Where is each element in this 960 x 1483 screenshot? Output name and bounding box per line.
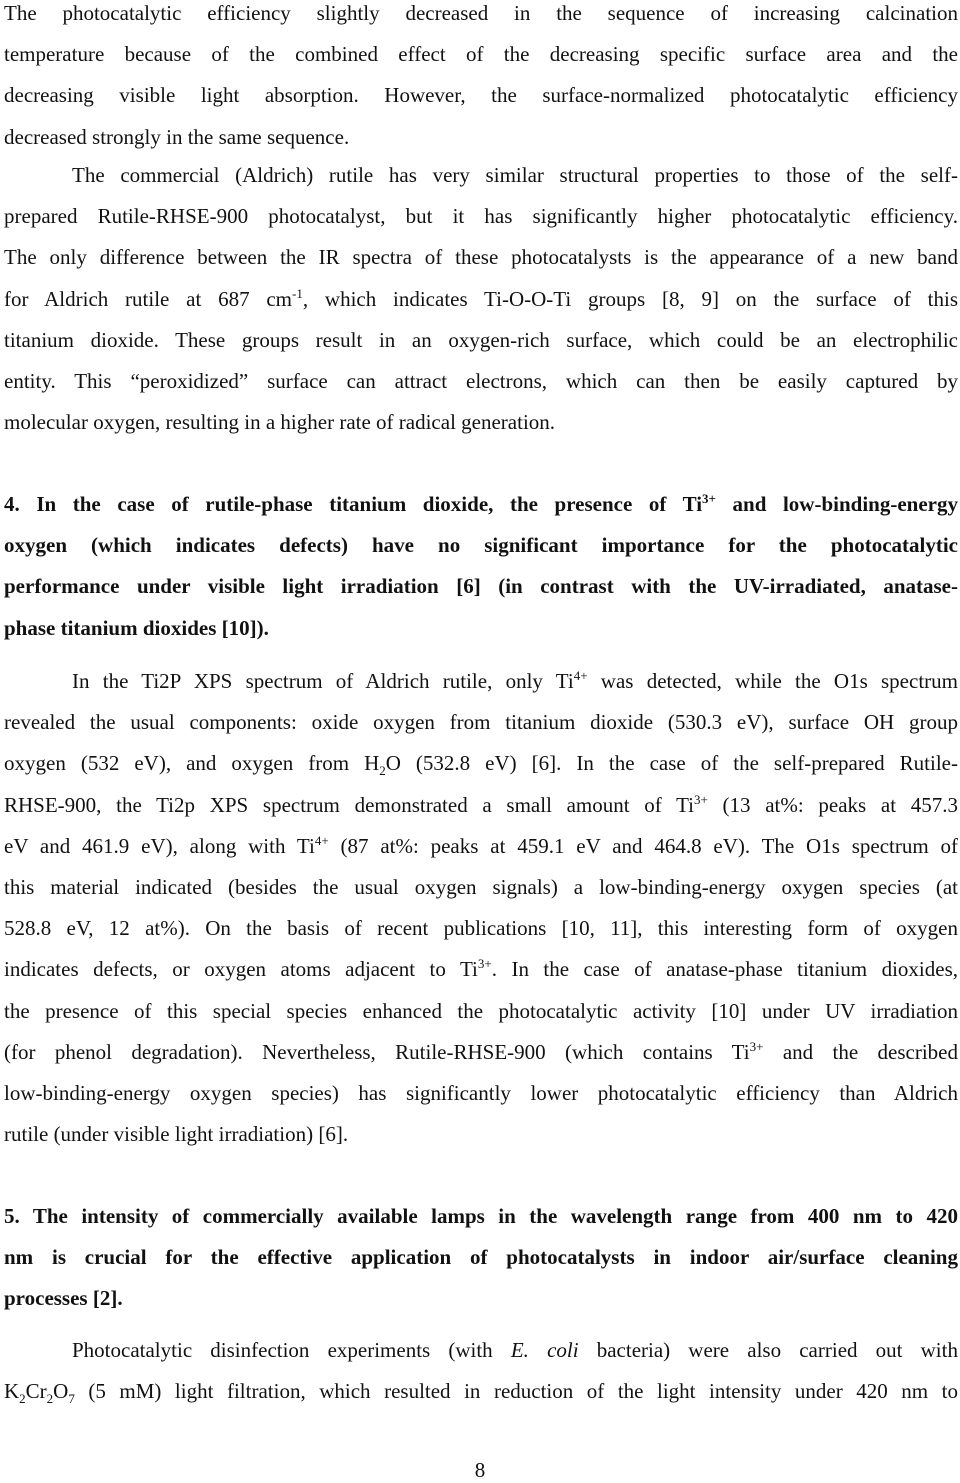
text-line: oxygen (which indicates defects) have no significant importance for the photocatalytic — [4, 533, 958, 558]
text-line: indicates defects, or oxygen atoms adjacent to $Ti^{3+}$. In the case of anatase-phase titanium dioxides, — [4, 956, 958, 982]
paragraph-1 — [4, 0, 958, 158]
text-line: (for phenol degradation). Nevertheless, Rutile-RHSE-900 (which contains $Ti^{3+}$ and the described — [4, 1038, 958, 1064]
section-4-statement — [4, 484, 958, 649]
text-line: this material indicated (besides the usual oxygen signals) a low-binding-energy oxygen species (at — [4, 875, 958, 900]
text-line: prepared Rutile-RHSE-900 photocatalyst, but it has significantly higher photocatalytic efficiency. — [4, 204, 958, 229]
paragraph-4 — [4, 1330, 958, 1412]
text-line: performance under visible light irradiation [6] (in contrast with the UV-irradiated, anatase- — [4, 574, 958, 599]
text-line: decreased strongly in the same sequence. — [4, 124, 350, 149]
text-line: In the Ti2P XPS spectrum of Aldrich rutile, only $Ti^{4+}$ was detected, while the O1s spectrum — [72, 668, 958, 693]
text-line: The commercial (Aldrich) rutile has very similar structural properties to those of the self- — [72, 163, 958, 187]
page-number: 8 — [474, 1458, 486, 1482]
text-line: rutile (under visible light irradiation) [6]. — [4, 1122, 349, 1147]
text-line: revealed the usual components: oxide oxygen from titanium dioxide (530.3 eV), surface OH group — [4, 710, 958, 735]
text-line: RHSE-900, the Ti2p XPS spectrum demonstrated a small amount of $Ti^{3+}$ (13 at%: peaks at 457.3 — [4, 791, 958, 817]
text-line: $K_2Cr_2O_7$ (5 mM) light filtration, which resulted in reduction of the light intensity under 420 nm to — [4, 1379, 958, 1407]
text-line: Photocatalytic disinfection experiments (with E. coli bacteria) were also carried out with — [72, 1338, 958, 1362]
paragraph-2 — [4, 155, 958, 443]
text-line: titanium dioxide. These groups result in an oxygen-rich surface, which could be an electrophilic — [4, 327, 958, 352]
text-line: 5. The intensity of commercially available lamps in the wavelength range from 400 nm to 420 — [4, 1204, 958, 1228]
text-line: 4. In the case of rutile-phase titanium dioxide, the presence of $Ti^{3+}$ and low-binding-energy — [4, 491, 958, 516]
section-5-statement — [4, 1196, 958, 1320]
text-line: molecular oxygen, resulting in a higher rate of radical generation. — [4, 410, 556, 435]
text-line: processes [2]. — [4, 1286, 123, 1311]
text-line: low-binding-energy oxygen species) has significantly lower photocatalytic efficiency than Aldrich — [4, 1081, 958, 1106]
text-line: decreasing visible light absorption. However, the surface-normalized photocatalytic efficiency — [4, 83, 958, 108]
text-line: for Aldrich rutile at 687 $cm^{-1}$, which indicates Ti-O-O-Ti groups [8, 9] on the surface of this — [4, 285, 958, 311]
text-line: temperature because of the combined effect of the decreasing specific surface area and the — [4, 42, 958, 67]
text-line: entity. This “peroxidized” surface can attract electrons, which can then be easily captured by — [4, 369, 958, 394]
text-line: The only difference between the IR spectra of these photocatalysts is the appearance of a new band — [4, 245, 958, 270]
text-line: nm is crucial for the effective application of photocatalysts in indoor air/surface cleaning — [4, 1245, 958, 1270]
text-line: phase titanium dioxides [10]). — [4, 615, 269, 640]
text-line: the presence of this special species enhanced the photocatalytic activity [10] under UV irradiation — [4, 998, 958, 1023]
paragraph-3 — [4, 661, 958, 1155]
text-line: 528.8 eV, 12 at%). On the basis of recent publications [10, 11], this interesting form of oxygen — [4, 916, 958, 941]
text-line: eV and 461.9 eV), along with $Ti^{4+}$ (87 at%: peaks at 459.1 eV and 464.8 eV). The O1s spectrum of — [4, 832, 958, 858]
text-line: oxygen (532 eV), and oxygen from $H_2O$ (532.8 eV) [6]. In the case of the self-prepared Rutile- — [4, 751, 959, 779]
text-line: The photocatalytic efficiency slightly decreased in the sequence of increasing calcination — [4, 1, 958, 25]
